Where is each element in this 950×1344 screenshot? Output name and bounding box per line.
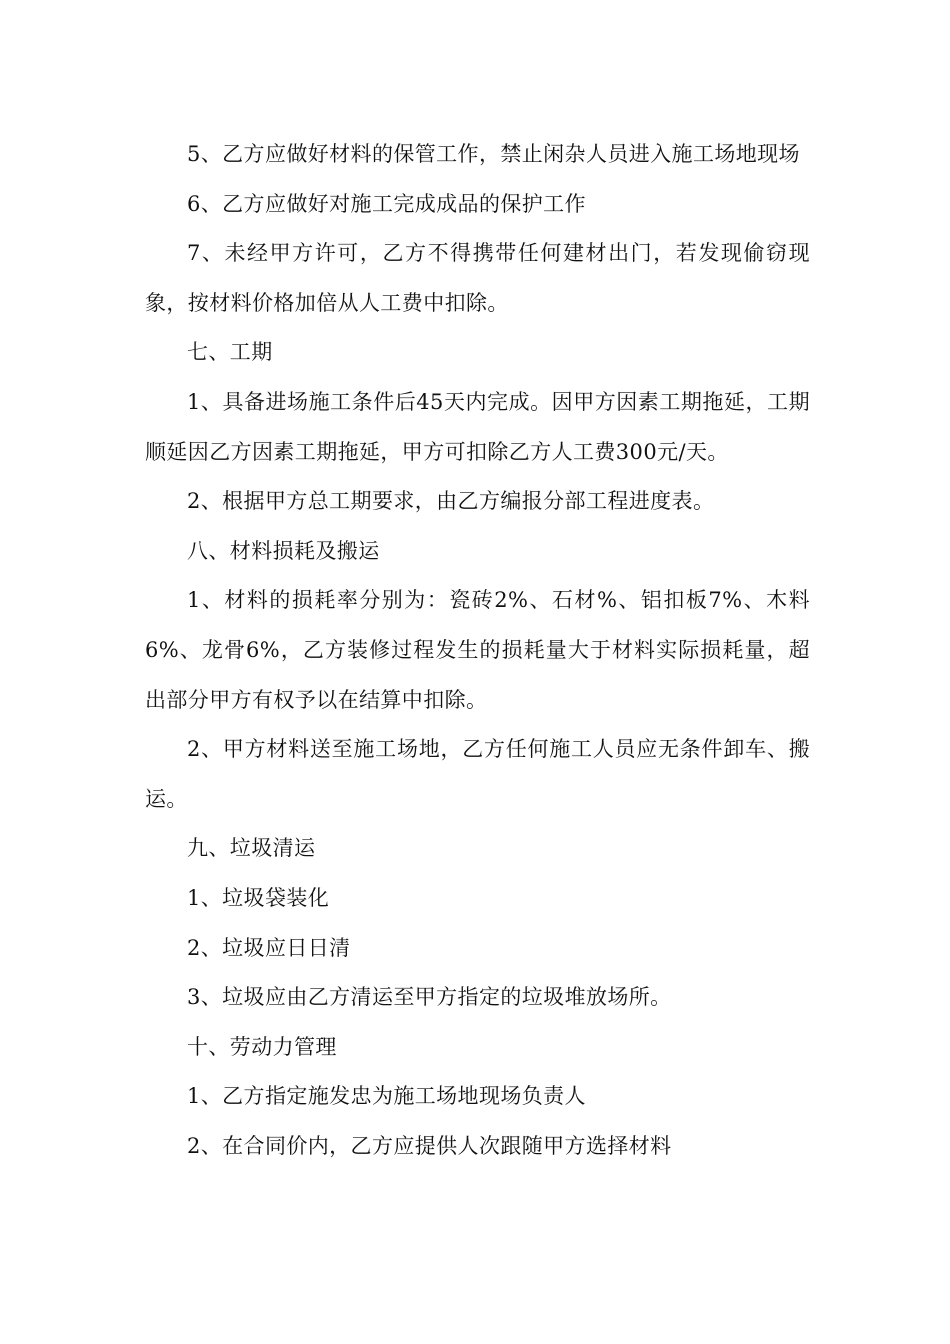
- clause-product-protection: 6、乙方应做好对施工完成成品的保护工作: [187, 191, 586, 216]
- clause-completion-period: 1、具备进场施工条件后45天内完成。因甲方因素工期拖延，工期顺延因乙方因素工期拖延，甲方可扣除乙方人工费300元/天。: [145, 389, 810, 464]
- section-heading-material-loss: 八、材料损耗及搬运: [187, 538, 380, 563]
- document-body: [145, 130, 810, 1171]
- clause-waste-destination: 3、垃圾应由乙方清运至甲方指定的垃圾堆放场所。: [187, 985, 672, 1010]
- clause-material-selection-staff: 2、在合同价内，乙方应提供人次跟随甲方选择材料: [187, 1133, 672, 1158]
- section-heading-schedule: 七、工期: [187, 340, 273, 365]
- clause-progress-plan: 2、根据甲方总工期要求，由乙方编报分部工程进度表。: [187, 489, 715, 514]
- clause-material-storage: 5、乙方应做好材料的保管工作，禁止闲杂人员进入施工场地现场: [187, 142, 800, 166]
- clause-site-manager: 1、乙方指定施发忠为施工场地现场负责人: [187, 1084, 586, 1109]
- clause-no-material-removal: 7、未经甲方许可，乙方不得携带任何建材出门，若发现偷窃现象，按材料价格加倍从人工费中扣除。: [145, 241, 810, 315]
- section-heading-waste-removal: 九、垃圾清运: [187, 836, 316, 861]
- section-heading-labor-management: 十、劳动力管理: [187, 1034, 337, 1059]
- clause-unloading: 2、甲方材料送至施工场地，乙方任何施工人员应无条件卸车、搬运。: [145, 737, 810, 811]
- clause-loss-rates: 1、材料的损耗率分别为：瓷砖2%、石材%、铝扣板7%、木料6%、龙骨6%，乙方装修过程发生的损耗量大于材料实际损耗量，超出部分甲方有权予以在结算中扣除。: [145, 588, 810, 712]
- clause-daily-clearing: 2、垃圾应日日清: [187, 935, 351, 960]
- clause-bagged-waste: 1、垃圾袋装化: [187, 885, 330, 910]
